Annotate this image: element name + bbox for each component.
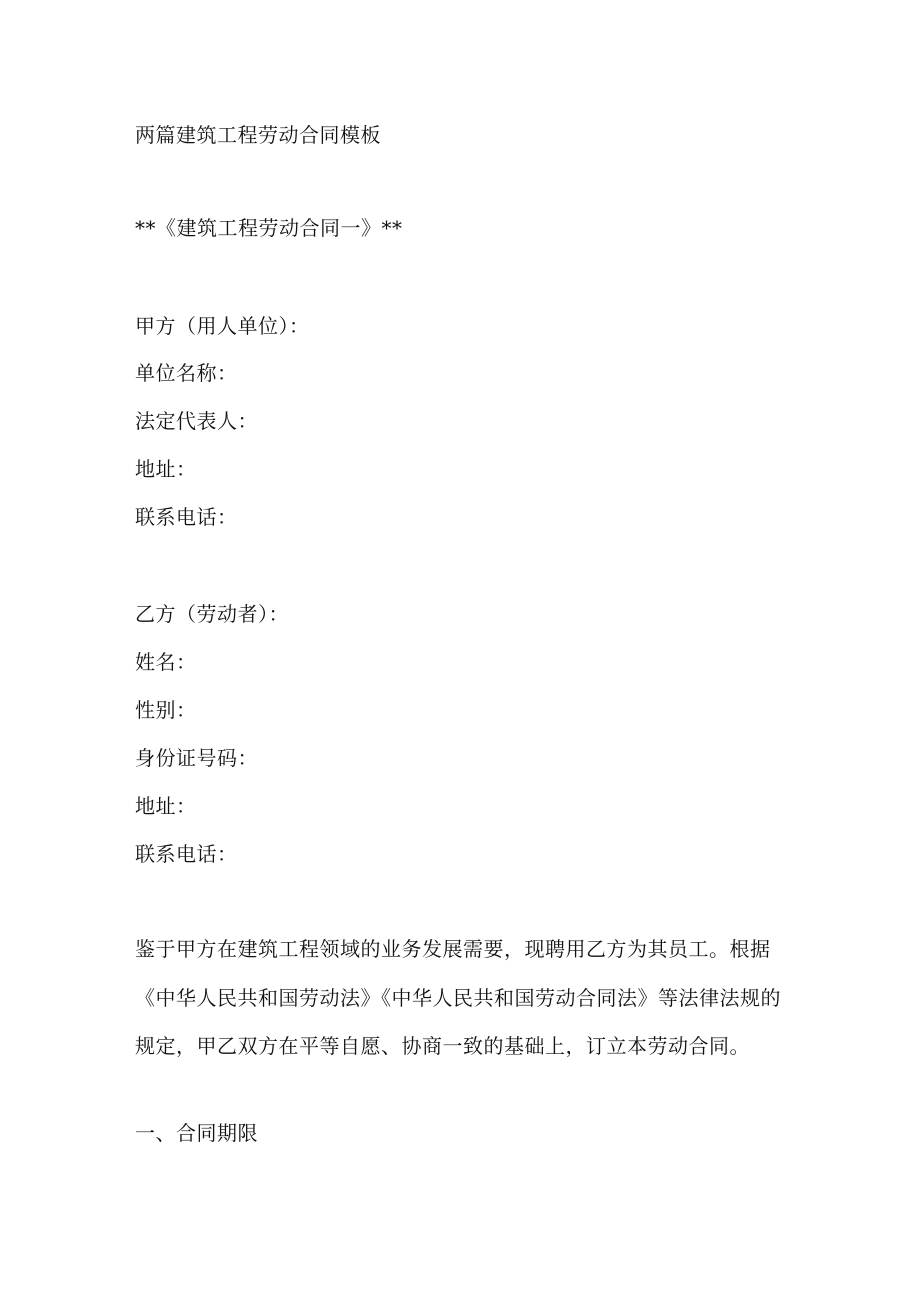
preamble-line-1: 鉴于甲方在建筑工程领域的业务发展需要，现聘用乙方为其员工。根据 <box>135 937 771 961</box>
party-a-field-phone: 联系电话： <box>135 505 238 529</box>
party-b-field-address: 地址： <box>135 794 197 818</box>
document-title: 两篇建筑工程劳动合同模板 <box>135 123 381 147</box>
preamble-line-2: 《中华人民共和国劳动法》《中华人民共和国劳动合同法》等法律法规的 <box>135 986 781 1010</box>
party-a-field-unit-name: 单位名称： <box>135 361 238 385</box>
party-b-field-phone: 联系电话： <box>135 842 238 866</box>
contract-heading: **《建筑工程劳动合同一》** <box>135 216 403 240</box>
party-b-heading: 乙方（劳动者）： <box>135 602 289 626</box>
party-a-field-legal-rep: 法定代表人： <box>135 409 258 433</box>
party-b-field-id-number: 身份证号码： <box>135 746 258 770</box>
party-b-field-gender: 性别： <box>135 698 197 722</box>
party-a-field-address: 地址： <box>135 457 197 481</box>
preamble-line-3: 规定，甲乙双方在平等自愿、协商一致的基础上，订立本劳动合同。 <box>135 1034 750 1058</box>
party-b-field-name: 姓名： <box>135 650 197 674</box>
party-a-heading: 甲方（用人单位）： <box>135 314 310 338</box>
section-heading-contract-term: 一、合同期限 <box>135 1121 258 1145</box>
